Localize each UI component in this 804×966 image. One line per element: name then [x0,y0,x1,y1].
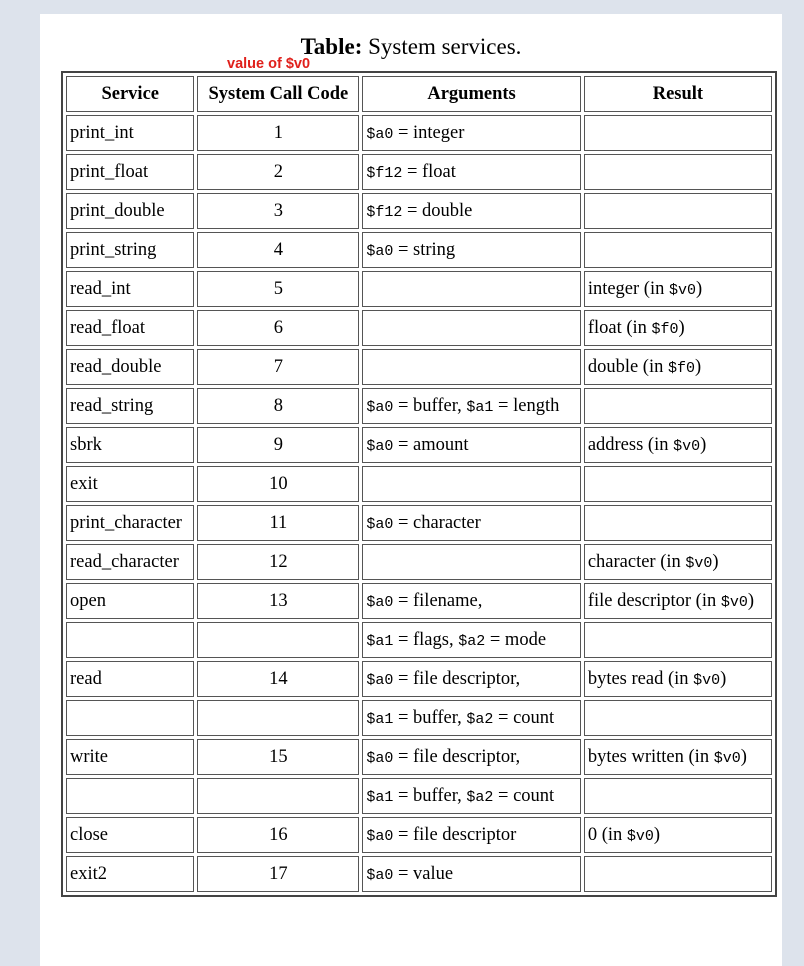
register-name: $a2 [458,632,486,650]
result-cell [584,232,772,268]
register-name: $v0 [685,554,713,572]
service-cell: print_string [66,232,194,268]
arguments-cell [362,115,581,151]
code-cell: 7 [197,349,359,385]
register-name: $a0 [366,437,394,455]
arguments-cell [362,622,581,658]
argument-text: = file descriptor, [393,746,521,767]
register-name: $a0 [366,671,394,689]
code-cell: 2 [197,154,359,190]
arguments-cell [362,154,581,190]
table-row [66,661,772,697]
v0-annotation: value of $v0 [227,56,311,72]
result-cell [584,583,772,619]
table-row [66,427,772,463]
result-cell [584,661,772,697]
argument-text: = file descriptor [393,824,517,845]
service-cell: print_int [66,115,194,151]
result-cell [584,271,772,307]
service-cell [66,622,194,658]
arguments-cell [362,817,581,853]
register-name: $f0 [667,359,695,377]
arguments-cell [362,778,581,814]
arguments-cell [362,700,581,736]
result-text: file descriptor (in [587,590,721,611]
result-cell [584,778,772,814]
arguments-cell [362,583,581,619]
arguments-cell [362,739,581,775]
result-text: ) [653,824,661,845]
result-text: float (in [587,317,652,338]
arguments-cell [362,271,581,307]
table-row [66,817,772,853]
service-cell [66,778,194,814]
result-text: ) [740,746,747,767]
argument-text: = flags, [393,629,459,650]
code-cell: 4 [197,232,359,268]
result-text: bytes read (in [587,668,694,689]
argument-text: = double [402,200,473,221]
register-name: $a2 [466,710,494,728]
arguments-cell [362,427,581,463]
header-result: Result [584,76,772,112]
code-cell: 13 [197,583,359,619]
table-row [66,505,772,541]
register-name: $a0 [366,242,394,260]
code-cell: 5 [197,271,359,307]
service-cell: read [66,661,194,697]
argument-text: = amount [393,434,469,455]
code-cell [197,778,359,814]
argument-text: = filename, [393,590,483,611]
result-text: ) [694,356,702,377]
register-name: $a2 [466,788,494,806]
register-name: $v0 [626,827,654,845]
result-cell [584,466,772,502]
arguments-cell [362,310,581,346]
service-cell: close [66,817,194,853]
result-text: address (in [587,434,674,455]
register-name: $a0 [366,515,394,533]
code-cell: 9 [197,427,359,463]
code-cell [197,700,359,736]
register-name: $v0 [668,281,696,299]
arguments-cell [362,349,581,385]
result-cell [584,388,772,424]
argument-text: = count [493,707,555,728]
result-cell [584,154,772,190]
table-row [66,271,772,307]
service-cell: read_character [66,544,194,580]
register-name: $a0 [366,398,394,416]
table-row [66,622,772,658]
table-row [66,583,772,619]
service-cell: exit [66,466,194,502]
argument-text: = file descriptor, [393,668,521,689]
register-name: $f12 [366,203,403,221]
result-text: character (in [587,551,686,572]
table-row [66,115,772,151]
result-text: ) [678,317,685,338]
service-cell: read_int [66,271,194,307]
result-text: double (in [587,356,668,377]
result-text: ) [720,668,727,689]
register-name: $a1 [366,710,394,728]
table-title [40,34,782,60]
register-name: $v0 [673,437,701,455]
code-cell: 16 [197,817,359,853]
argument-text: = string [393,239,456,260]
arguments-cell [362,856,581,892]
code-cell: 14 [197,661,359,697]
code-cell: 17 [197,856,359,892]
service-cell: read_string [66,388,194,424]
service-cell: print_double [66,193,194,229]
table-body [66,115,772,892]
service-cell: open [66,583,194,619]
argument-text: = mode [485,629,547,650]
argument-text: = length [493,395,560,416]
arguments-cell [362,661,581,697]
register-name: $a0 [366,749,394,767]
argument-text: = buffer, [393,785,467,806]
code-cell: 3 [197,193,359,229]
system-services-table [61,71,777,897]
result-cell [584,544,772,580]
result-cell [584,193,772,229]
arguments-cell [362,544,581,580]
table-row [66,700,772,736]
argument-text: = integer [393,122,465,143]
result-text: ) [696,278,703,299]
table-row [66,193,772,229]
service-cell: sbrk [66,427,194,463]
title-text: System services. [362,34,522,59]
register-name: $a1 [366,632,394,650]
argument-text: = buffer, [393,395,467,416]
argument-text: = float [402,161,456,182]
result-text: ) [747,590,755,611]
result-cell [584,115,772,151]
result-cell [584,505,772,541]
result-cell [584,817,772,853]
register-name: $v0 [720,593,748,611]
result-text: ) [712,551,719,572]
result-cell [584,622,772,658]
register-name: $a0 [366,125,394,143]
code-cell [197,622,359,658]
register-name: $f12 [366,164,403,182]
result-text: ) [700,434,707,455]
arguments-cell [362,388,581,424]
result-cell [584,739,772,775]
document-page [40,14,782,966]
result-text: integer (in [587,278,669,299]
result-cell [584,856,772,892]
header-code: System Call Code [197,76,359,112]
table-row [66,388,772,424]
service-cell: print_float [66,154,194,190]
code-cell: 10 [197,466,359,502]
register-name: $a1 [366,788,394,806]
table-row [66,232,772,268]
table-row [66,856,772,892]
argument-text: = buffer, [393,707,467,728]
result-text: bytes written (in [587,746,714,767]
register-name: $v0 [693,671,721,689]
arguments-cell [362,232,581,268]
result-cell [584,700,772,736]
header-service: Service [66,76,194,112]
register-name: $a0 [366,827,394,845]
arguments-cell [362,505,581,541]
table-row [66,349,772,385]
result-text: 0 (in [587,824,627,845]
service-cell: exit2 [66,856,194,892]
header-row [66,76,772,112]
code-cell: 1 [197,115,359,151]
table-row [66,739,772,775]
code-cell: 11 [197,505,359,541]
register-name: $v0 [713,749,741,767]
table-row [66,154,772,190]
code-cell: 15 [197,739,359,775]
service-cell: read_double [66,349,194,385]
table-row [66,778,772,814]
register-name: $a1 [466,398,494,416]
argument-text: = character [393,512,481,533]
result-cell [584,310,772,346]
table-row [66,544,772,580]
result-cell [584,349,772,385]
table-row [66,310,772,346]
service-cell: write [66,739,194,775]
service-cell: print_character [66,505,194,541]
arguments-cell [362,193,581,229]
service-cell [66,700,194,736]
argument-text: = count [493,785,555,806]
code-cell: 8 [197,388,359,424]
register-name: $a0 [366,593,394,611]
argument-text: = value [393,863,454,884]
arguments-cell [362,466,581,502]
table-row [66,466,772,502]
result-cell [584,427,772,463]
header-arguments: Arguments [362,76,581,112]
code-cell: 12 [197,544,359,580]
service-cell: read_float [66,310,194,346]
register-name: $a0 [366,866,394,884]
title-label: Table: [300,34,363,59]
code-cell: 6 [197,310,359,346]
register-name: $f0 [651,320,679,338]
